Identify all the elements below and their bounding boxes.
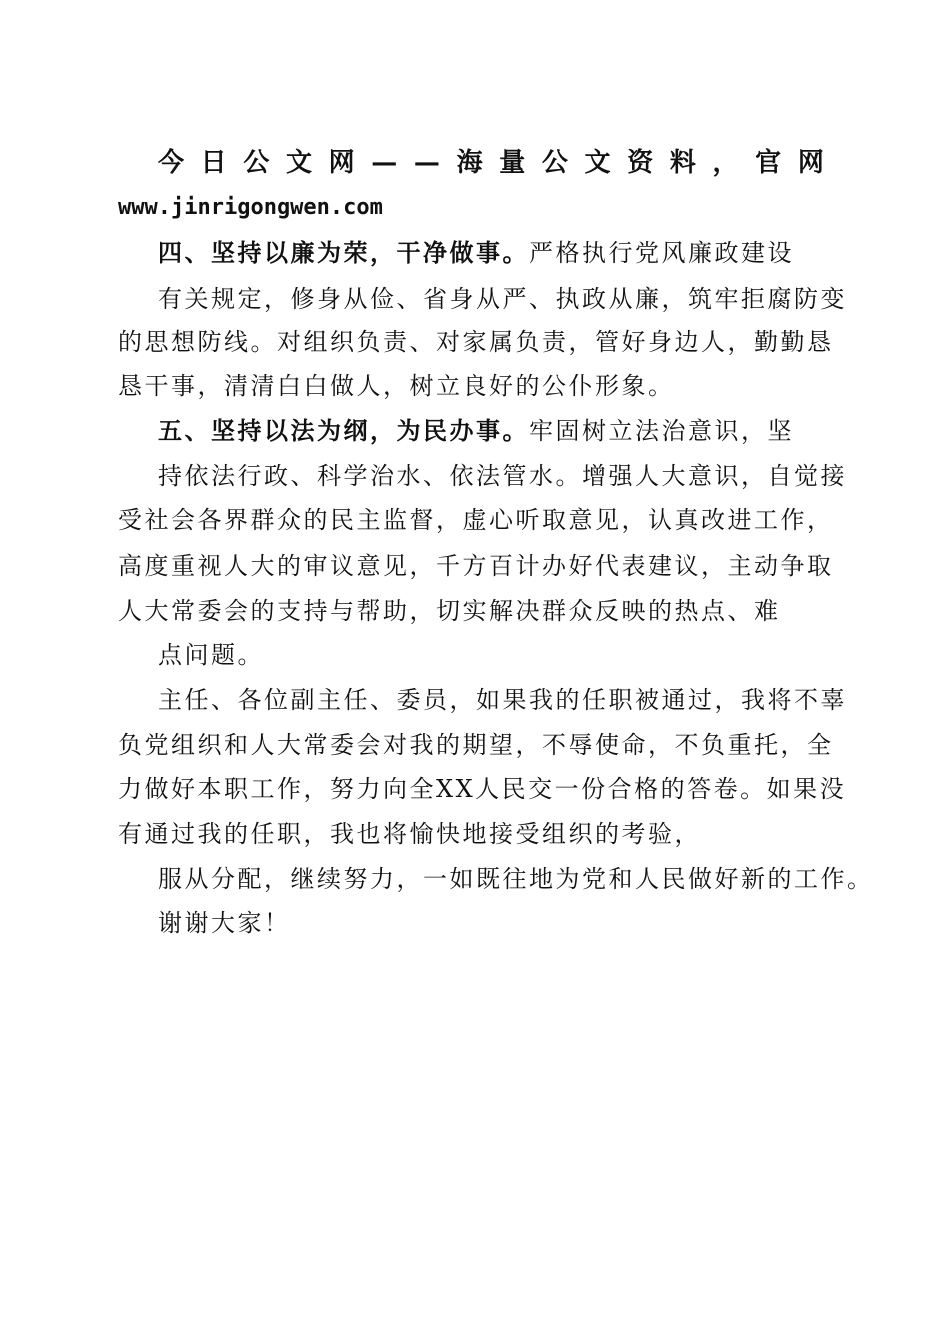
section5-line1: [158, 414, 794, 448]
section4-line3: 的思想防线。对组织负责、对家属负责，管好身边人，勤勤恳: [118, 328, 834, 356]
banner-char: 日: [200, 148, 227, 178]
banner-char: 量: [499, 148, 526, 178]
section5-line4: 高度重视人大的审议意见，千方百计办好代表建议，主动争取: [118, 552, 834, 580]
section4-line4: 恳干事，清清白白做人，树立良好的公仆形象。: [118, 372, 675, 400]
section4-line2: 有关规定，修身从俭、省身从严、执政从廉，筑牢拒腐防变: [158, 285, 847, 313]
section4-line1-text: 严格执行党风廉政建设: [529, 239, 794, 267]
thanks-line: 谢谢大家！: [158, 909, 291, 937]
section5-line2: 持依法行政、科学治水、依法管水。增强人大意识，自觉接: [158, 462, 847, 490]
site-banner: [158, 146, 824, 180]
site-url: www.jinrigongwen.com: [118, 195, 383, 220]
closing-line3: 力做好本职工作，努力向全XX人民交一份合格的答卷。如果没: [118, 775, 847, 803]
section5-line5: 人大常委会的支持与帮助，切实解决群众反映的热点、难: [118, 597, 781, 625]
section4-heading: 四、坚持以廉为荣，干净做事。: [158, 238, 529, 267]
banner-char: —: [413, 148, 440, 178]
section5-line1-text: 牢固树立法治意识，坚: [529, 417, 794, 445]
section4-line1: [158, 236, 794, 270]
banner-char: —: [371, 148, 398, 178]
banner-char: 料: [669, 148, 696, 178]
banner-char: 海: [456, 148, 483, 178]
banner-char: 资: [627, 148, 654, 178]
banner-char: 网: [328, 148, 355, 178]
closing-line4: 有通过我的任职，我也将愉快地接受组织的考验，: [118, 820, 701, 848]
banner-char: 文: [285, 148, 312, 178]
banner-char: 文: [584, 148, 611, 178]
section5-heading: 五、坚持以法为纲，为民办事。: [158, 416, 529, 445]
section5-line6: 点问题。: [158, 641, 264, 669]
banner-char: 公: [243, 148, 270, 178]
banner-char: 网: [797, 148, 824, 178]
closing-line5: 服从分配，继续努力，一如既往地为党和人民做好新的工作。: [158, 865, 874, 893]
closing-line2: 负党组织和人大常委会对我的期望，不辱使命，不负重托，全: [118, 731, 834, 759]
banner-char: ，: [712, 148, 739, 178]
section5-line3: 受社会各界群众的民主监督，虚心听取意见，认真改进工作，: [118, 506, 834, 534]
banner-char: 官: [755, 148, 782, 178]
banner-char: 公: [541, 148, 568, 178]
closing-line1: 主任、各位副主任、委员，如果我的任职被通过，我将不辜: [158, 686, 847, 714]
banner-char: 今: [158, 148, 185, 178]
